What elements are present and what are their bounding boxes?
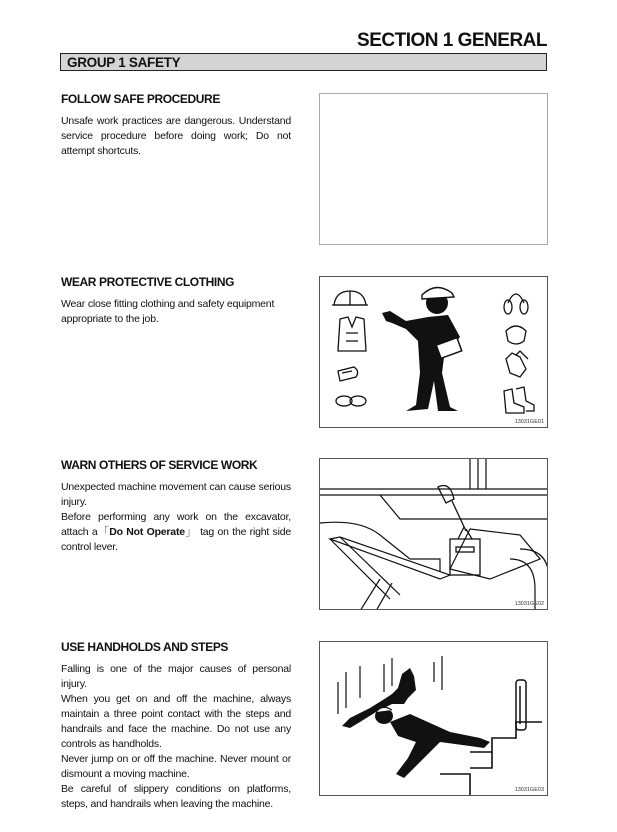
paragraph: Never jump on or off the machine. Never mount or dismount a moving machine. [61,753,291,780]
block-wear-protective-clothing [61,275,291,327]
safety-vest-icon [338,317,366,351]
heading-follow-safe-procedure: FOLLOW SAFE PROCEDURE [61,92,220,106]
figure-protective-clothing [319,276,548,428]
hard-hat-icon [332,291,368,305]
paragraph-text: Before performing any work on the excavator, attach a [61,511,291,538]
block-handholds-steps [61,640,291,812]
heading-handholds-steps: USE HANDHOLDS AND STEPS [61,640,229,654]
bracket-open: 「 [97,526,110,538]
do-not-operate-label: Do Not Operate [109,526,185,538]
falling-worker-icon [342,668,490,778]
paragraph: Unsafe work practices are dangerous. Understand service procedure before doing work; Do not attempt shortcuts. [61,115,291,157]
figure-code: 13031GE03 [514,787,544,793]
figure-empty [319,93,548,245]
figure-falling-worker [319,641,548,796]
motion-lines [338,656,442,714]
figure-do-not-operate-tag [319,458,548,610]
heading-warn-others: WARN OTHERS OF SERVICE WORK [61,458,258,472]
control-lever-illustration [320,459,548,610]
work-gloves-icon [506,351,528,377]
figure-code: 13031GE01 [514,419,544,425]
paragraph: Unexpected machine movement can cause serious injury. [61,481,291,508]
control-lever-icon [438,486,466,532]
protective-clothing-illustration [320,277,548,428]
falling-worker-illustration [320,642,548,796]
paragraph-do-not-operate [61,510,291,555]
figure-code: 13031GE02 [514,601,544,607]
paragraph: Be careful of slippery conditions on platforms, steps, and handrails when leaving the machine. [61,783,291,810]
paragraph-text: tag on the right side control lever. [61,526,291,553]
paragraph: Wear close fitting clothing and safety equipment appropriate to the job. [61,298,275,325]
paragraph: When you get on and off the machine, always maintain a three point contact with the steps and handrails and face the machine. Do not use any controls as handholds. [61,693,291,750]
worker-silhouette-icon [382,287,462,411]
heading-wear-protective-clothing: WEAR PROTECTIVE CLOTHING [61,275,235,289]
block-warn-others [61,458,291,555]
safety-boots-icon [504,387,534,413]
bracket-close: 」 [184,526,197,538]
group-title: GROUP 1 SAFETY [67,55,181,70]
group-title-bar [60,53,547,71]
goggles-icon [336,396,366,406]
respirator-icon [506,326,526,344]
paragraph: Falling is one of the major causes of personal injury. [61,663,291,690]
ear-muffs-icon [504,294,528,314]
section-title: SECTION 1 GENERAL [357,30,547,51]
do-not-operate-tag-icon [450,527,480,575]
block-follow-safe-procedure [61,92,291,159]
glove-icon [338,367,358,381]
